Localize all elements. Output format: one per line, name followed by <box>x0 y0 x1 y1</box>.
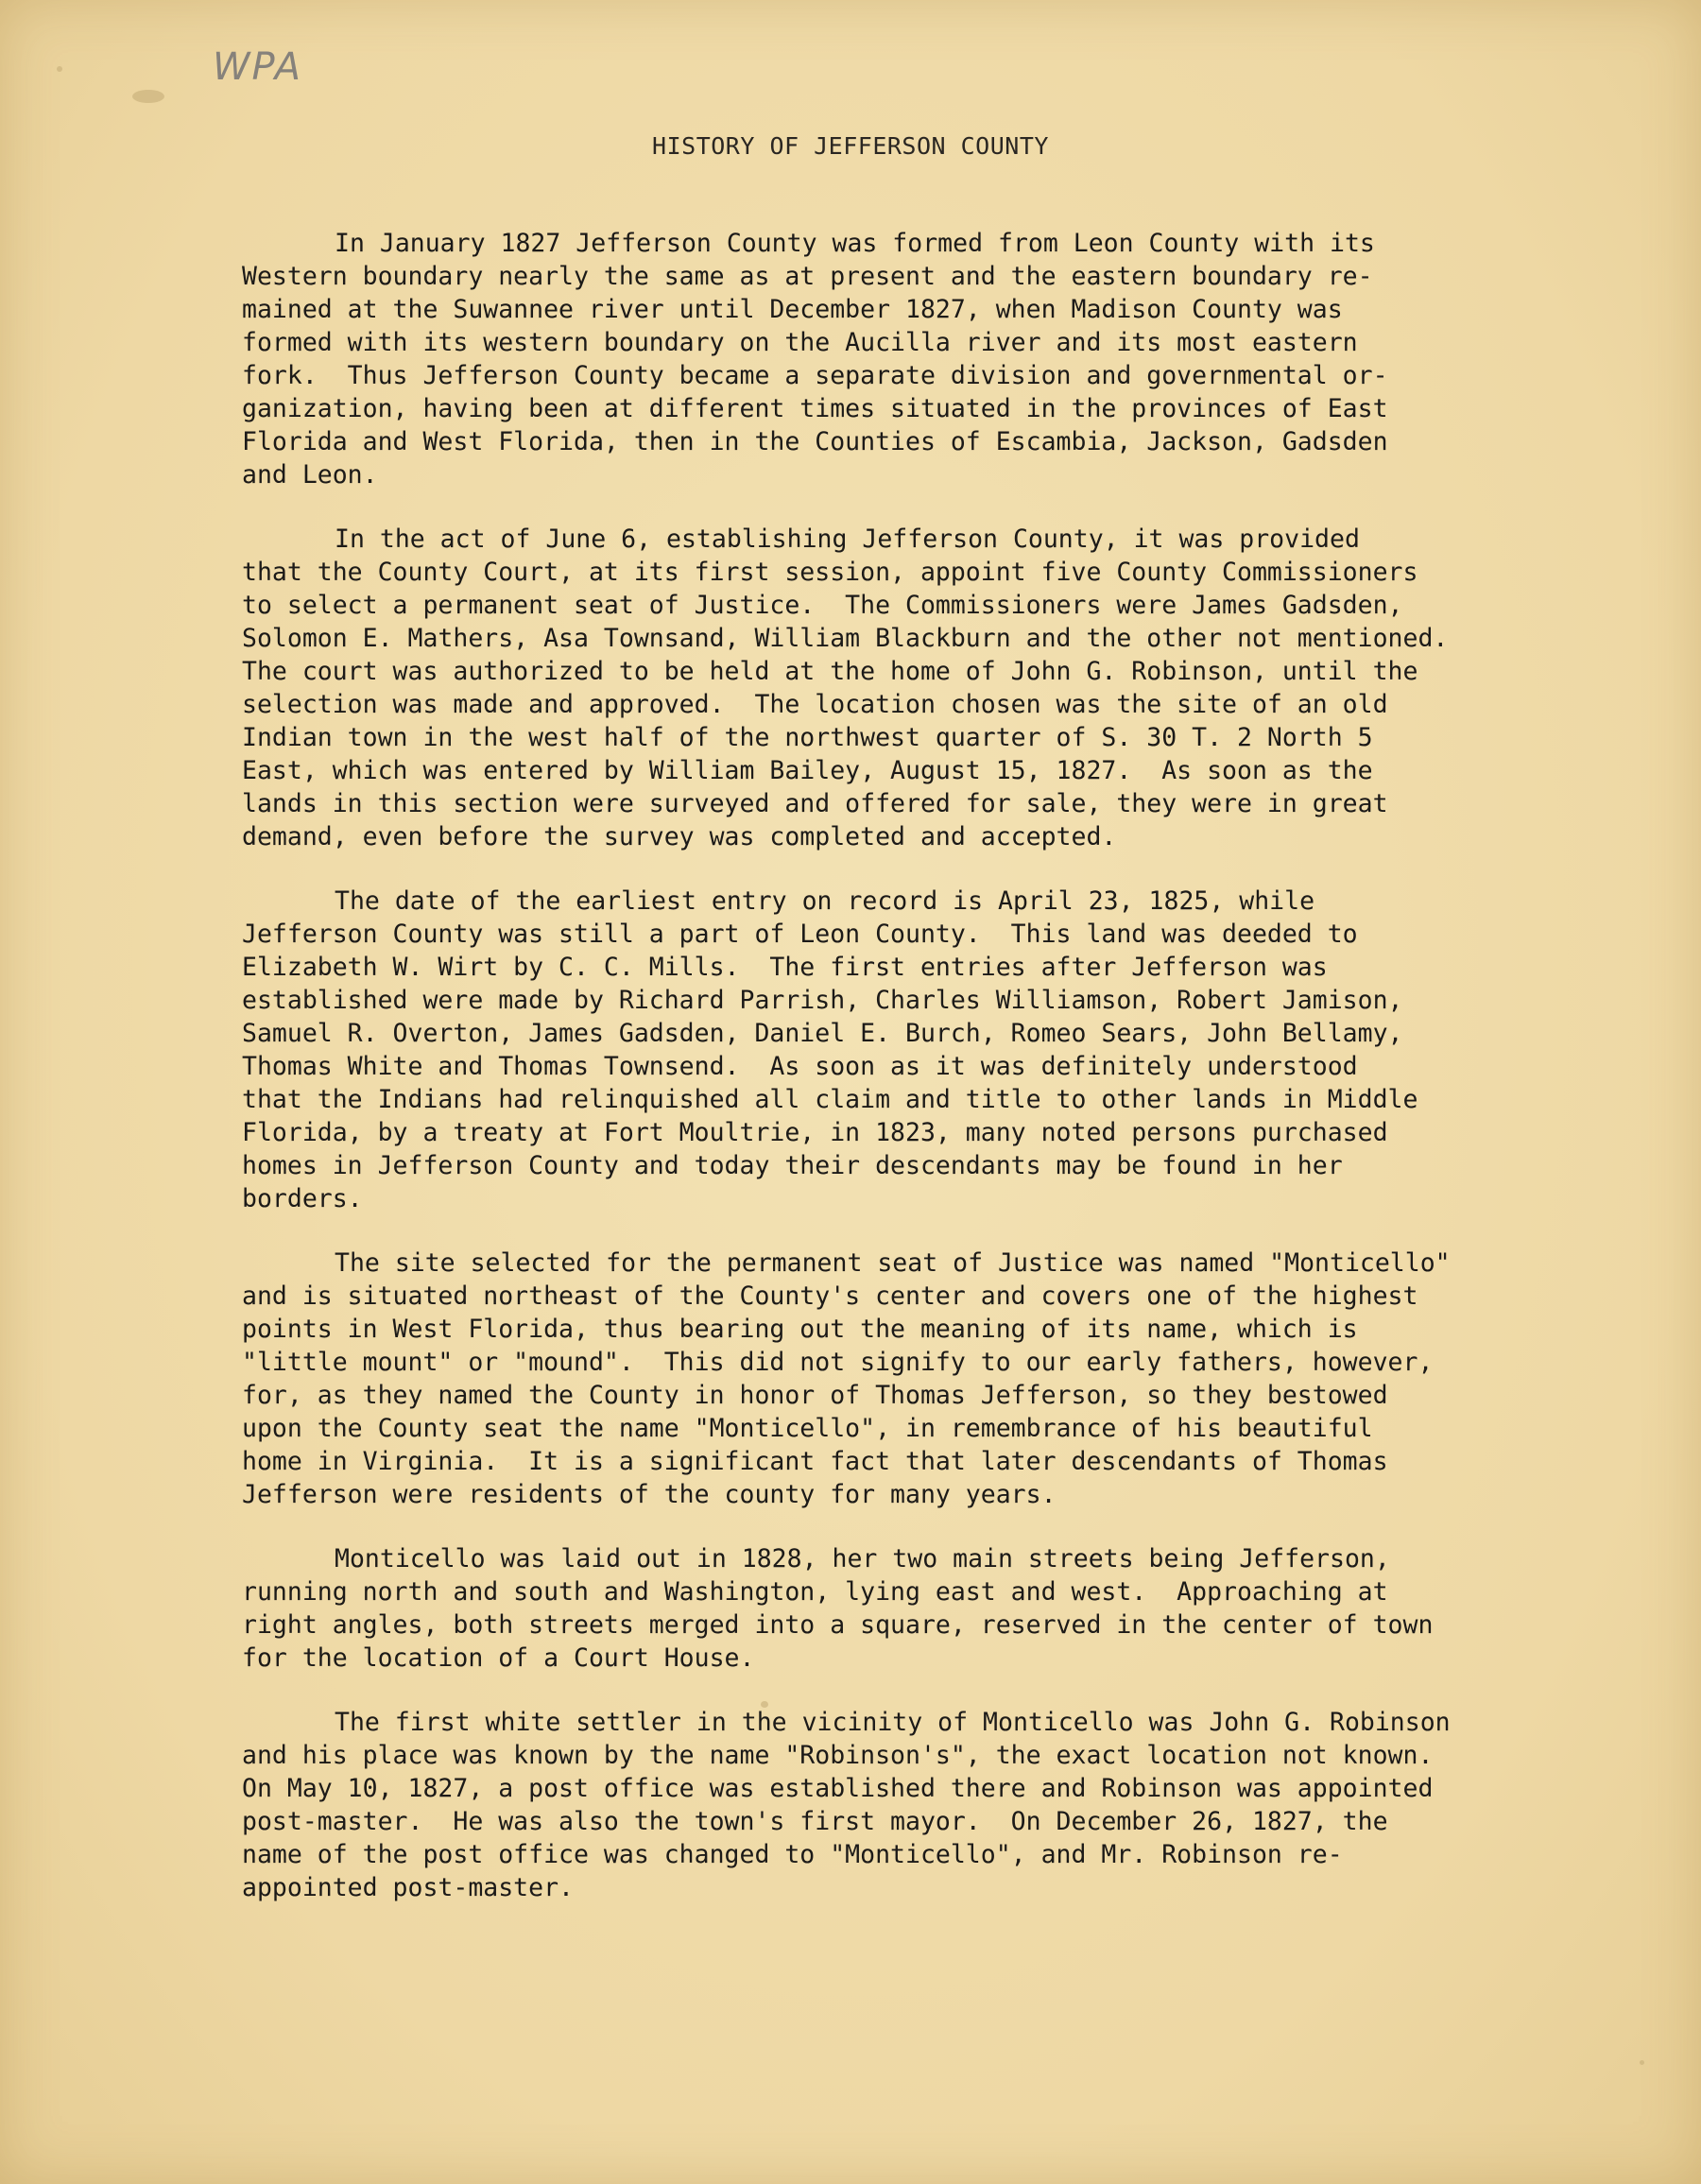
text-line: Solomon E. Mathers, Asa Townsand, William Blackburn and the other not mentioned. <box>242 624 1449 653</box>
text-line: that the Indians had relinquished all claim and title to other lands in Middle <box>242 1085 1418 1114</box>
text-line: "little mount" or "mound". This did not signify to our early fathers, however, <box>242 1348 1434 1377</box>
text-line: Indian town in the west half of the northwest quarter of S. 30 T. 2 North 5 <box>242 723 1373 752</box>
text-line: post-master. He was also the town's first mayor. On December 26, 1827, the <box>242 1807 1388 1836</box>
text-line: Samuel R. Overton, James Gadsden, Daniel E. Burch, Romeo Sears, John Bellamy, <box>242 1019 1403 1048</box>
text-line: Jefferson County was still a part of Leon County. This land was deeded to <box>242 920 1358 949</box>
text-line: Florida and West Florida, then in the Counties of Escambia, Jackson, Gadsden <box>242 427 1388 456</box>
paragraph <box>242 523 1565 853</box>
paragraph <box>242 1706 1565 1904</box>
text-line: points in West Florida, thus bearing out the meaning of its name, which is <box>242 1315 1358 1344</box>
handwritten-annotation: WPA <box>213 45 303 89</box>
text-line: for the location of a Court House. <box>242 1643 755 1673</box>
text-line: and Leon. <box>242 460 378 490</box>
text-line: name of the post office was changed to "Monticello", and Mr. Robinson re- <box>242 1840 1343 1869</box>
text-line: borders. <box>242 1184 363 1213</box>
text-line: demand, even before the survey was completed and accepted. <box>242 822 1117 851</box>
text-line: Jefferson were residents of the county for many years. <box>242 1480 1057 1509</box>
text-line: The date of the earliest entry on record is April 23, 1825, while <box>335 886 1315 916</box>
paper-stain <box>132 90 164 103</box>
text-line: mained at the Suwannee river until December 1827, when Madison County was <box>242 295 1343 324</box>
text-line: fork. Thus Jefferson County became a separate division and governmental or- <box>242 361 1388 390</box>
text-line: On May 10, 1827, a post office was established there and Robinson was appointed <box>242 1774 1434 1803</box>
text-line: Monticello was laid out in 1828, her two main streets being Jefferson, <box>335 1544 1390 1574</box>
text-line: ganization, having been at different times situated in the provinces of East <box>242 394 1388 423</box>
text-line: home in Virginia. It is a significant fact that later descendants of Thomas <box>242 1447 1388 1476</box>
text-line: right angles, both streets merged into a square, reserved in the center of town <box>242 1610 1434 1640</box>
text-line: lands in this section were surveyed and offered for sale, they were in great <box>242 789 1388 818</box>
document-body <box>242 227 1565 1935</box>
text-line: East, which was entered by William Bailey, August 15, 1827. As soon as the <box>242 756 1373 785</box>
text-line: Thomas White and Thomas Townsend. As soon as it was definitely understood <box>242 1052 1358 1081</box>
text-line: The court was authorized to be held at the home of John G. Robinson, until the <box>242 657 1418 686</box>
text-line: Florida, by a treaty at Fort Moultrie, in 1823, many noted persons purchased <box>242 1118 1388 1147</box>
paragraph <box>242 1542 1565 1675</box>
text-line: and is situated northeast of the County's center and covers one of the highest <box>242 1281 1418 1311</box>
text-line: The site selected for the permanent seat of Justice was named "Monticello" <box>335 1248 1451 1278</box>
text-line: The first white settler in the vicinity of Monticello was John G. Robinson <box>335 1708 1451 1737</box>
text-line: Elizabeth W. Wirt by C. C. Mills. The first entries after Jefferson was <box>242 953 1328 982</box>
paper-stain <box>1640 2060 1644 2065</box>
document-title: HISTORY OF JEFFERSON COUNTY <box>652 132 1049 160</box>
text-line: In the act of June 6, establishing Jefferson County, it was provided <box>335 525 1360 554</box>
paragraph <box>242 885 1565 1215</box>
text-line: formed with its western boundary on the Aucilla river and its most eastern <box>242 328 1358 357</box>
paper-stain <box>57 66 62 72</box>
text-line: homes in Jefferson County and today their descendants may be found in her <box>242 1151 1343 1180</box>
text-line: selection was made and approved. The location chosen was the site of an old <box>242 690 1388 719</box>
text-line: and his place was known by the name "Robinson's", the exact location not known. <box>242 1741 1434 1770</box>
text-line: that the County Court, at its first session, appoint five County Commissioners <box>242 558 1418 587</box>
text-line: In January 1827 Jefferson County was formed from Leon County with its <box>335 229 1375 258</box>
text-line: running north and south and Washington, lying east and west. Approaching at <box>242 1577 1388 1607</box>
text-line: upon the County seat the name "Monticello", in remembrance of his beautiful <box>242 1414 1373 1443</box>
text-line: to select a permanent seat of Justice. The Commissioners were James Gadsden, <box>242 591 1403 620</box>
paragraph <box>242 227 1565 491</box>
paragraph <box>242 1247 1565 1511</box>
text-line: appointed post-master. <box>242 1873 574 1902</box>
text-line: Western boundary nearly the same as at present and the eastern boundary re- <box>242 262 1373 291</box>
text-line: for, as they named the County in honor of Thomas Jefferson, so they bestowed <box>242 1381 1388 1410</box>
text-line: established were made by Richard Parrish, Charles Williamson, Robert Jamison, <box>242 986 1403 1015</box>
